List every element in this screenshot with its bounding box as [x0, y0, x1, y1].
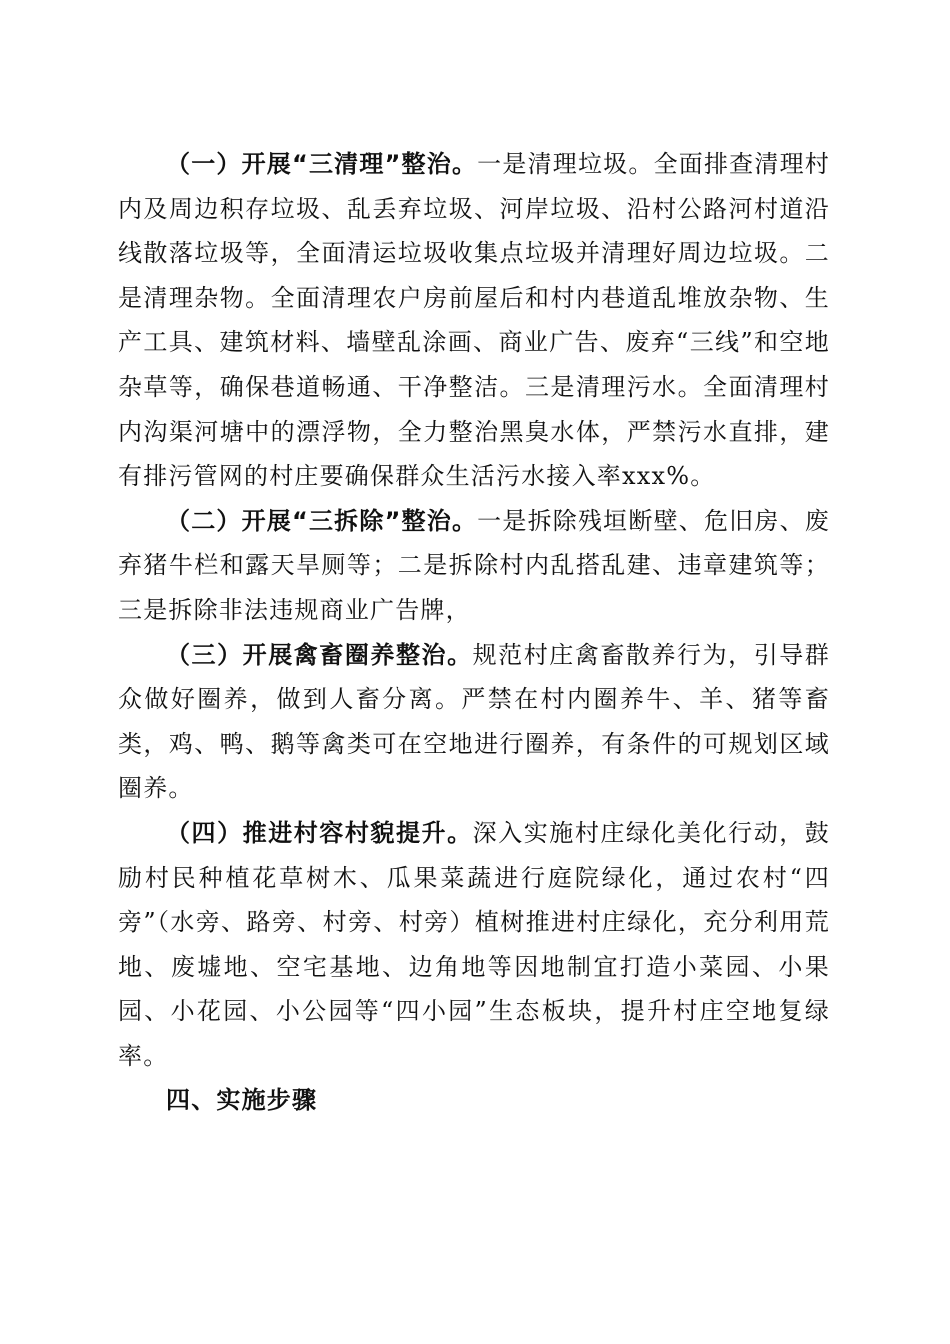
paragraph-lead: （二）开展“三拆除”整治。	[166, 506, 478, 535]
paragraph-text: 一是拆除残垣断壁、危旧房、废弃猪牛栏和露天旱厕等；二是拆除村内乱搭乱建、违章建筑等；三是拆除非法违规商业广告牌，	[118, 506, 830, 624]
paragraph-lead: （一）开展“三清理”整治。	[166, 150, 478, 178]
paragraph-cunrong-cunmao	[118, 811, 830, 1079]
paragraph-text: 一是清理垃圾。全面排查清理村内及周边积存垃圾、乱丢弃垃圾、河岸垃圾、沿村公路河村道沿线散落垃圾等，全面清运垃圾收集点垃圾并清理好周边垃圾。二是清理杂物。全面清理农户房前屋后和村内巷道乱堆放杂物、生产工具、建筑材料、墙壁乱涂画、商业广告、废弃“三线”和空地杂草等，确保巷道畅通、干净整洁。三是清理污水。全面清理村内沟渠河塘中的漂浮物，全力整治黑臭水体，严禁污水直排，建有排污管网的村庄要确保群众生活污水接入率xxx%。	[118, 150, 830, 491]
paragraph-lead: （三）开展禽畜圈养整治。	[166, 640, 473, 669]
document-body	[118, 142, 830, 1123]
paragraph-san-qingli	[118, 142, 830, 499]
paragraph-text: 深入实施村庄绿化美化行动，鼓励村民种植花草树木、瓜果菜蔬进行庭院绿化，通过农村“四旁”（水旁、路旁、村旁、村旁）植树推进村庄绿化，充分利用荒地、废墟地、空宅基地、边角地等因地制宜打造小菜园、小果园、小花园、小公园等“四小园”生态板块，提升村庄空地复绿率。	[118, 818, 830, 1070]
section-heading: 四、实施步骤	[166, 1086, 318, 1115]
paragraph-san-chaichu	[118, 499, 830, 633]
paragraph-text: 规范村庄禽畜散养行为，引导群众做好圈养，做到人畜分离。严禁在村内圈养牛、羊、猪等畜类，鸡、鸭、鹅等禽类可在空地进行圈养，有条件的可规划区域圈养。	[118, 640, 830, 803]
paragraph-lead: （四）推进村容村貌提升。	[166, 818, 473, 847]
paragraph-qinchu-quanyang	[118, 633, 830, 811]
